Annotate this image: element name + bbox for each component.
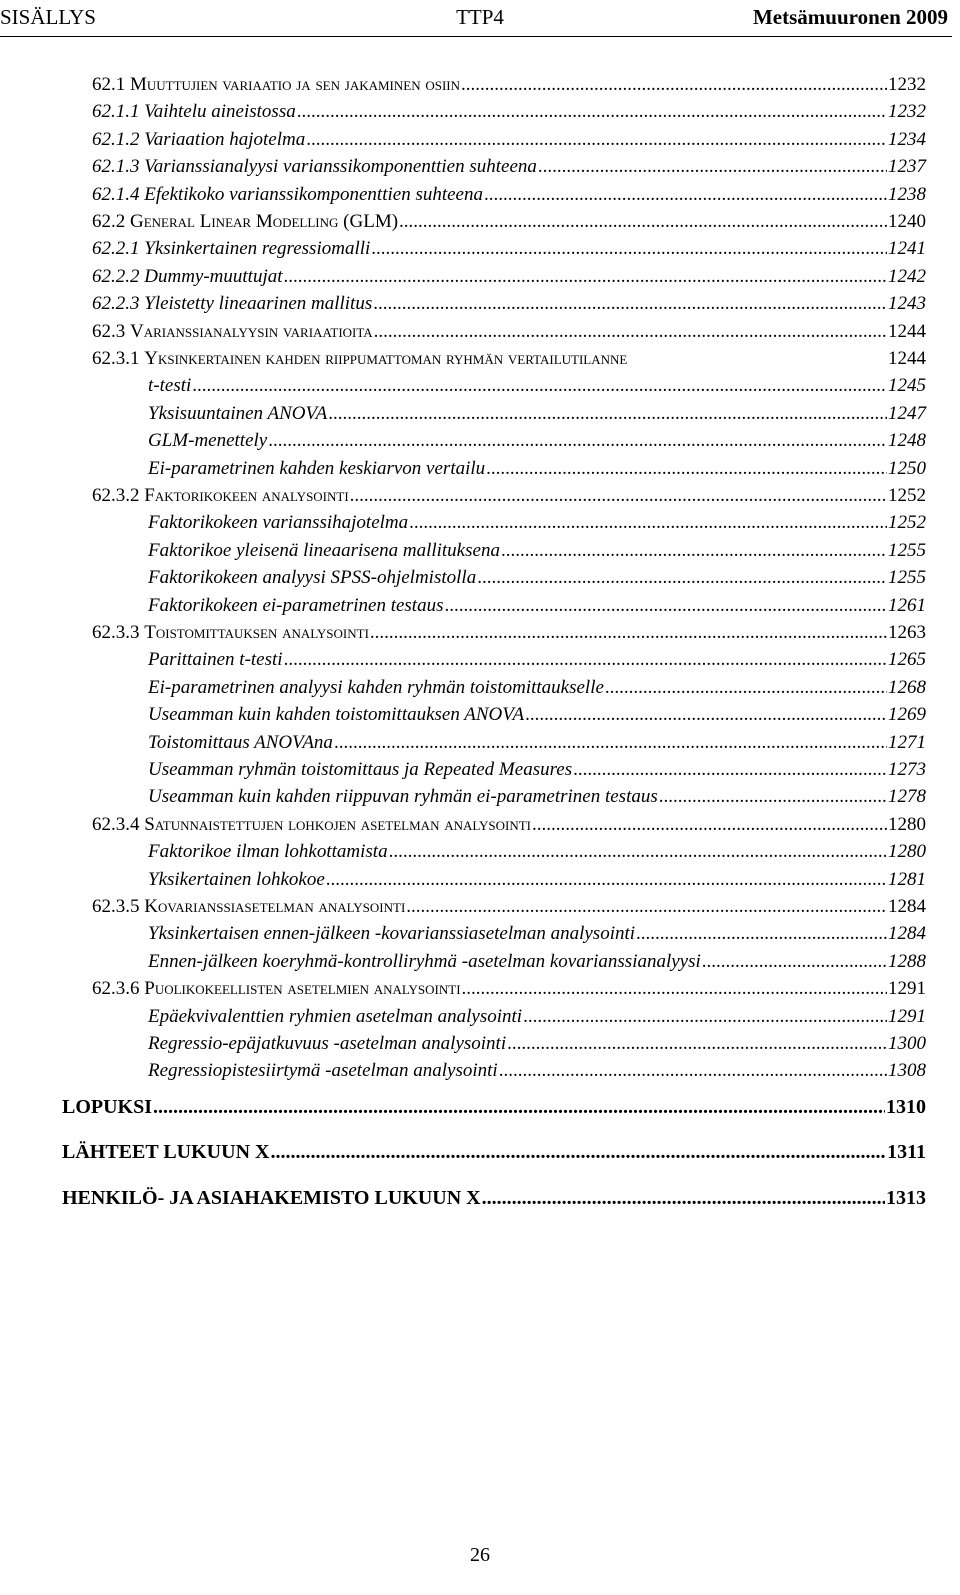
toc-entry-number: 62.2.1 <box>92 238 145 260</box>
toc-entry-label: Faktorikoe yleisenä lineaarisena mallituksena <box>148 539 500 561</box>
toc-page-number: 1288 <box>888 950 926 972</box>
toc-entry-label: Faktorikokeen ei-parametrinen testaus <box>148 594 444 616</box>
toc-entry-number: 62.1.2 <box>92 128 145 150</box>
toc-entry-title <box>148 593 443 619</box>
toc-page-number: 1308 <box>888 1060 926 1082</box>
toc-entry-label: Puolikokeellisten asetelmien analysointi <box>144 978 461 1000</box>
toc-leader-dots <box>153 1094 885 1120</box>
toc-leader-dots <box>306 127 887 153</box>
toc-entry-title <box>148 456 485 482</box>
toc-page-number: 1284 <box>888 896 926 917</box>
toc-page-number: 1245 <box>888 375 926 397</box>
toc-entry-title <box>148 949 701 975</box>
toc-entry[interactable] <box>92 209 926 235</box>
toc-entry[interactable] <box>92 236 926 262</box>
toc-leader-dots <box>482 1185 885 1211</box>
toc-entry[interactable] <box>148 867 926 893</box>
toc-entry[interactable] <box>92 894 926 920</box>
header-center: TTP4 <box>456 5 504 29</box>
toc-entry-label: Parittainen t-testi <box>148 649 283 671</box>
toc-entry-label: Ei-parametrinen kahden keskiarvon vertailu <box>148 457 486 479</box>
toc-entry-label: Varianssianalyysi varianssikomponenttien suhteena <box>144 156 537 178</box>
toc-entry-label: GLM-menettely <box>148 430 268 452</box>
toc-entry-title <box>148 702 524 728</box>
toc-entry-title <box>92 154 537 180</box>
toc-entry-label: Muuttujien variaatio ja sen jakaminen osiin <box>130 74 461 95</box>
toc-leader-dots <box>399 209 887 235</box>
toc-entry-title <box>148 921 635 947</box>
toc-entry-number: 62.2.3 <box>92 293 145 315</box>
toc-leader-dots <box>268 428 887 454</box>
toc-entry-label: Faktorikoe ilman lohkottamista <box>148 841 388 863</box>
toc-page-number: 1243 <box>888 293 926 315</box>
toc-entry-label: Ei-parametrinen analyysi kahden ryhmän toistomittaukselle <box>148 676 604 698</box>
toc-entry-title <box>92 346 627 372</box>
toc-entry-label: Useamman kuin kahden toistomittauksen ANOVA <box>148 704 525 726</box>
toc-entry-number: 62.1.4 <box>92 183 145 205</box>
toc-entry-label: HENKILÖ- JA ASIAHAKEMISTO LUKUUN X <box>62 1186 481 1209</box>
toc-leader-dots <box>389 839 887 865</box>
toc-entry-label: Epäekvivalenttien ryhmien asetelman analysointi <box>148 1005 523 1027</box>
toc-entry-title <box>148 538 500 564</box>
toc-entry[interactable] <box>92 319 926 345</box>
toc-leader-dots <box>538 154 887 180</box>
toc-page-number: 1241 <box>888 238 926 260</box>
toc-page-number: 1313 <box>886 1186 926 1209</box>
toc-entry-label: Faktorikokeen analysointi <box>144 485 349 506</box>
header-rule <box>0 36 952 37</box>
toc-entry-title <box>148 1058 498 1084</box>
toc-page-number: 1310 <box>886 1095 926 1118</box>
toc-entry-number: 62.3 <box>92 320 130 342</box>
toc-leader-dots <box>501 538 887 564</box>
toc-entry-title <box>92 291 372 317</box>
toc-entry-title <box>148 730 333 756</box>
toc-entry-title <box>92 127 305 153</box>
toc-leader-dots <box>192 373 887 399</box>
toc-entry-number: 62.3.2 <box>92 485 145 506</box>
toc-page-number: 1284 <box>888 923 926 945</box>
toc-leader-dots <box>636 921 887 947</box>
toc-leader-dots <box>334 730 887 756</box>
toc-entry-title <box>148 401 327 427</box>
header-right: Metsämuuronen 2009 <box>752 5 948 29</box>
toc-page-number: 1291 <box>888 978 926 1000</box>
toc-entry-title <box>62 1139 269 1165</box>
toc-page-number: 1232 <box>888 74 926 95</box>
toc-leader-dots <box>507 1031 887 1057</box>
toc-leader-dots <box>605 675 887 701</box>
toc-leader-dots <box>297 99 887 125</box>
toc-entry-label: Yksikertainen lohkokoe <box>148 868 325 890</box>
toc-entry-label: Useamman kuin kahden riippuvan ryhmän ei-parametrinen testaus <box>148 786 658 808</box>
toc-entry-label: Toistomittauksen analysointi <box>144 622 369 643</box>
toc-entry[interactable] <box>92 182 926 208</box>
toc-page-number: 1278 <box>888 786 926 808</box>
toc-leader-dots <box>573 757 887 783</box>
toc-entry[interactable] <box>148 730 926 756</box>
toc-entry-label: Toistomittaus ANOVAna <box>148 731 333 753</box>
toc-chapter[interactable] <box>62 1185 926 1211</box>
toc-page-number: 1234 <box>888 128 926 150</box>
toc-page-number: 1268 <box>888 676 926 698</box>
toc-entry[interactable] <box>92 291 926 317</box>
toc-chapter[interactable] <box>62 1094 926 1120</box>
toc-entry-label: Faktorikokeen analyysi SPSS-ohjelmistolla <box>148 567 477 589</box>
toc-entry[interactable] <box>148 373 926 399</box>
toc-page-number: 1281 <box>888 868 926 890</box>
toc-entry-title <box>148 428 267 454</box>
toc-entry-number: 62.1.1 <box>92 101 145 123</box>
toc-leader-dots <box>326 867 887 893</box>
toc-page-number: 1237 <box>888 156 926 178</box>
toc-entry-title <box>62 1185 481 1211</box>
toc-page-number: 1250 <box>888 457 926 479</box>
toc-entry[interactable] <box>148 593 926 619</box>
toc-page-number: 1311 <box>887 1141 926 1164</box>
toc-leader-dots <box>284 647 887 673</box>
toc-entry[interactable] <box>148 1058 926 1084</box>
toc-chapter[interactable] <box>62 1139 926 1165</box>
toc-leader-dots <box>371 236 887 262</box>
toc-entry-label: Satunnaistettujen lohkojen asetelman analysointi <box>144 813 532 835</box>
toc-entry-label: Ennen-jälkeen koeryhmä-kontrolliryhmä -asetelman kovarianssianalyysi <box>148 950 701 972</box>
toc-leader-dots <box>484 182 887 208</box>
toc-entry-number: 62.3.5 <box>92 896 145 917</box>
toc-entry[interactable] <box>92 72 926 98</box>
toc-entry-label: Vaihtelu aineistossa <box>144 101 296 123</box>
toc-entry-label: Regressiopistesiirtymä -asetelman analysointi <box>148 1060 498 1082</box>
toc-entry-title <box>148 373 191 399</box>
toc-entry-label: Varianssianalyysin variaatioita <box>130 320 373 342</box>
toc-entry-label: Yksinkertainen kahden riippumattoman ryhmän vertailutilanne <box>144 348 628 369</box>
toc-page-number: 1255 <box>888 567 926 589</box>
toc-entry-number: 62.3.6 <box>92 978 145 1000</box>
toc-page-number: 1271 <box>888 731 926 753</box>
toc-leader-dots <box>525 702 887 728</box>
toc-leader-dots <box>444 593 887 619</box>
toc-entry-number: 62.3.3 <box>92 622 145 643</box>
toc-entry[interactable] <box>148 675 926 701</box>
toc-entry-title <box>92 236 370 262</box>
toc-entry[interactable] <box>148 510 926 536</box>
toc-leader-dots <box>659 784 887 810</box>
toc-entry[interactable] <box>92 154 926 180</box>
toc-page-number: 1244 <box>888 320 926 342</box>
toc-entry-title <box>92 812 531 838</box>
toc-page-number: 1269 <box>888 704 926 726</box>
toc-entry-title <box>148 675 604 701</box>
toc-entry-title <box>62 1094 152 1120</box>
toc-entry-title <box>148 565 476 591</box>
toc-entry[interactable] <box>92 976 926 1002</box>
toc-leader-dots <box>409 510 887 536</box>
toc-page-number: 1280 <box>888 813 926 835</box>
toc-entry-title <box>92 319 373 345</box>
toc-entry-label: Efektikoko varianssikomponenttien suhteena <box>144 183 483 205</box>
toc-entry-title <box>148 867 325 893</box>
toc-entry-label: Kovarianssiasetelman analysointi <box>144 896 406 917</box>
toc-entry[interactable] <box>148 1031 926 1057</box>
toc-entry[interactable] <box>148 647 926 673</box>
toc-entry[interactable] <box>92 620 926 646</box>
toc-entry-label: Yleistetty lineaarinen mallitus <box>144 293 373 315</box>
toc-page-number: 1261 <box>888 594 926 616</box>
toc-page-number: 1265 <box>888 649 926 671</box>
toc-leader-dots <box>499 1058 887 1084</box>
toc-entry-title <box>92 894 405 920</box>
toc-entry[interactable] <box>148 1004 926 1030</box>
toc-leader-dots <box>486 456 887 482</box>
toc-entry-title <box>92 620 369 646</box>
toc-entry-title <box>148 1004 522 1030</box>
toc-page-number: 1232 <box>888 101 926 123</box>
header-left: SISÄLLYS <box>0 5 96 29</box>
toc-entry-label: General Linear Modelling (GLM) <box>130 211 399 232</box>
toc-entry-title <box>92 99 296 125</box>
toc-entry-label: LÄHTEET LUKUUN X <box>62 1141 270 1164</box>
toc-leader-dots <box>370 620 887 646</box>
toc-entry-title <box>92 182 483 208</box>
toc-page-number: 1252 <box>888 512 926 534</box>
toc-page-number: 1291 <box>888 1005 926 1027</box>
toc-page-number: 1248 <box>888 430 926 452</box>
toc-entry[interactable] <box>148 784 926 810</box>
toc-leader-dots <box>462 976 887 1002</box>
toc-entry[interactable] <box>92 812 926 838</box>
toc-entry[interactable] <box>92 264 926 290</box>
toc-leader-dots <box>350 483 887 509</box>
toc-entry[interactable] <box>148 428 926 454</box>
toc-page-number: 1244 <box>888 348 926 369</box>
toc-entry-label: Yksinkertaisen ennen-jälkeen -kovarianssiasetelman analysointi <box>148 923 636 945</box>
toc-entry-title <box>148 647 283 673</box>
toc-entry-label: Dummy-muuttujat <box>144 265 283 287</box>
toc-entry[interactable] <box>92 127 926 153</box>
toc-entry-number: 62.3.1 <box>92 348 145 369</box>
toc-entry-number: 62.2 <box>92 211 130 232</box>
toc-entry[interactable] <box>148 401 926 427</box>
toc-entry-label: Yksinkertainen regressiomalli <box>144 238 371 260</box>
toc-page-number: 1255 <box>888 539 926 561</box>
toc-leader-dots <box>532 812 887 838</box>
toc-entry-title <box>92 976 461 1002</box>
toc-entry[interactable] <box>92 99 926 125</box>
toc-leader-dots <box>373 291 887 317</box>
page-header <box>0 0 960 36</box>
toc-entry[interactable] <box>148 839 926 865</box>
toc-entry-title <box>92 264 283 290</box>
toc-page-number: 1240 <box>888 211 926 232</box>
toc-entry[interactable] <box>148 949 926 975</box>
toc-entry-title <box>92 483 349 509</box>
toc-leader-dots <box>374 319 887 345</box>
toc-entry[interactable] <box>92 483 926 509</box>
toc-entry[interactable] <box>148 702 926 728</box>
toc-leader-dots <box>477 565 887 591</box>
toc-page-number: 1263 <box>888 622 926 643</box>
toc-entry-title <box>92 72 460 98</box>
toc-entry-title <box>148 1031 506 1057</box>
toc-entry-title <box>92 209 398 235</box>
toc-entry-label: t-testi <box>148 375 192 397</box>
toc-page-number: 1280 <box>888 841 926 863</box>
toc-entry-title <box>148 510 408 536</box>
toc-leader-dots <box>406 894 887 920</box>
toc-page-number: 1247 <box>888 402 926 424</box>
toc-entry[interactable] <box>148 565 926 591</box>
toc-leader-dots <box>461 72 887 98</box>
toc-entry[interactable] <box>92 346 926 372</box>
page-number: 26 <box>470 1544 490 1566</box>
toc-entry-title <box>148 784 658 810</box>
toc-entry[interactable] <box>148 456 926 482</box>
toc-entry-number: 62.2.2 <box>92 265 145 287</box>
toc-entry-label: Variaation hajotelma <box>144 128 306 150</box>
toc-entry-label: Useamman ryhmän toistomittaus ja Repeated Measures <box>148 759 573 780</box>
toc-entry-label: Faktorikokeen varianssihajotelma <box>148 512 409 534</box>
toc-leader-dots <box>284 264 887 290</box>
toc-leader-dots <box>523 1004 887 1030</box>
toc-leader-dots <box>270 1139 886 1165</box>
toc-entry-number: 62.1.3 <box>92 156 145 178</box>
toc-page-number: 1238 <box>888 183 926 205</box>
toc-entry-label: Yksisuuntainen ANOVA <box>148 402 328 424</box>
toc-entry[interactable] <box>148 921 926 947</box>
toc-page-number: 1273 <box>888 759 926 780</box>
toc-entry[interactable] <box>148 757 926 783</box>
toc-page-number: 1252 <box>888 485 926 506</box>
toc-entry-title <box>148 839 388 865</box>
toc-page-number: 1300 <box>888 1033 926 1054</box>
toc-leader-dots <box>702 949 887 975</box>
toc-entry[interactable] <box>148 538 926 564</box>
toc-page-number: 1242 <box>888 265 926 287</box>
toc-entry-label: Regressio-epäjatkuvuus -asetelman analysointi <box>148 1033 507 1054</box>
toc-entry-title <box>148 757 572 783</box>
toc-entry-label: LOPUKSI <box>62 1095 153 1118</box>
toc-leader-dots <box>328 401 887 427</box>
toc-entry-number: 62.3.4 <box>92 813 145 835</box>
toc-entry-number: 62.1 <box>92 74 130 95</box>
